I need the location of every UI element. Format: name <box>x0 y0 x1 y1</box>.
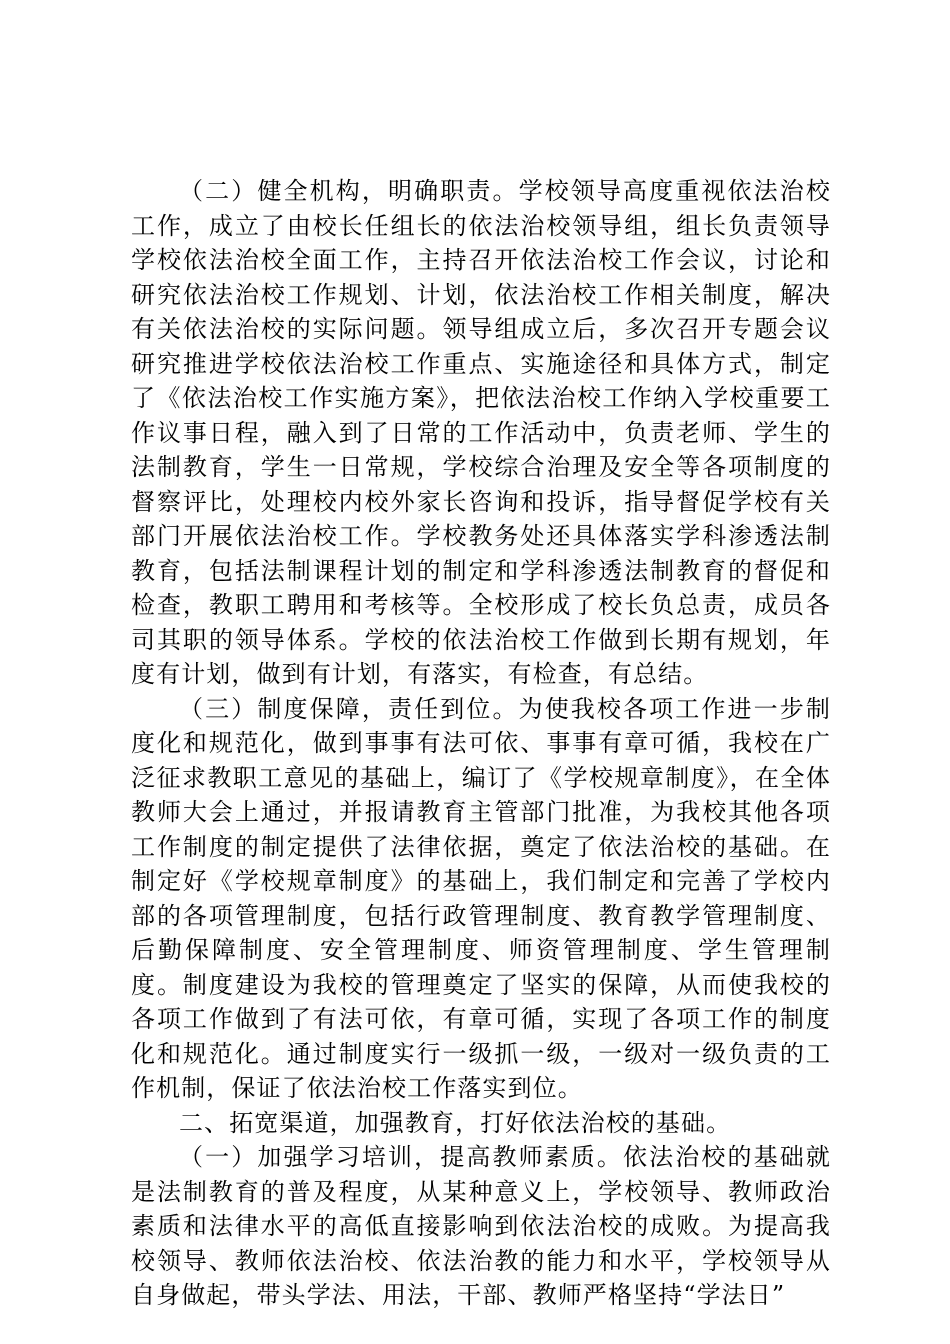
paragraph-system-guarantee: （三）制度保障，责任到位。为使我校各项工作进一步制度化和规范化，做到事事有法可依、事事有章可循，我校在广泛征求教职工意见的基础上，编订了《学校规章制度》，在全体教师大会上通过，并报请教育主管部门批准，为我校其他各项工作制度的制定提供了法律依据，奠定了依法治校的基础。在制定好《学校规章制度》的基础上，我们制定和完善了学校内部的各项管理制度，包括行政管理制度、教育教学管理制度、后勤保障制度、安全管理制度、师资管理制度、学生管理制度。制度建设为我校的管理奠定了坚实的保障，从而使我校的各项工作做到了有法可依，有章可循，实现了各项工作的制度化和规范化。通过制度实行一级抓一级，一级对一级负责的工作机制，保证了依法治校工作落实到位。 <box>131 694 831 1102</box>
paragraph-institutions: （二）健全机构，明确职责。学校领导高度重视依法治校工作，成立了由校长任组长的依法治校领导组，组长负责领导学校依法治校全面工作，主持召开依法治校工作会议，讨论和研究依法治校工作规划、计划，依法治校工作相关制度，解决有关依法治校的实际问题。领导组成立后，多次召开专题会议研究推进学校依法治校工作重点、实施途径和具体方式，制定了《依法治校工作实施方案》，把依法治校工作纳入学校重要工作议事日程，融入到了日常的工作活动中，负责老师、学生的法制教育，学生一日常规，学校综合治理及安全等各项制度的督察评比，处理校内校外家长咨询和投诉，指导督促学校有关部门开展依法治校工作。学校教务处还具体落实学科渗透法制教育，包括法制课程计划的制定和学科渗透法制教育的督促和检查，教职工聘用和考核等。全校形成了校长负总责，成员各司其职的领导体系。学校的依法治校工作做到长期有规划，年度有计划，做到有计划，有落实，有检查，有总结。 <box>131 177 831 688</box>
section-heading-two: 二、拓宽渠道，加强教育，打好依法治校的基础。 <box>179 1108 732 1137</box>
document-body <box>131 174 831 1313</box>
paragraph-training: （一）加强学习培训，提高教师素质。依法治校的基础就是法制教育的普及程度，从某种意义上，学校领导、教师政治素质和法律水平的高低直接影响到依法治校的成败。为提高我校领导、教师依法治校、依法治教的能力和水平，学校领导从自身做起，带头学法、用法，干部、教师严格坚持“学法日” <box>131 1143 831 1309</box>
